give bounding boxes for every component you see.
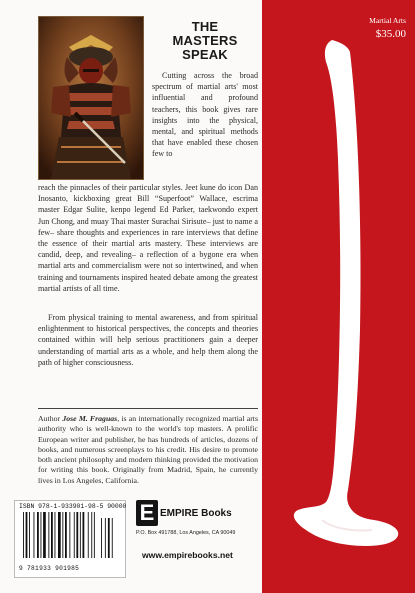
- publisher-logo-letter: E: [136, 500, 158, 526]
- barcode-bar: [91, 512, 92, 558]
- barcode-bar: [51, 512, 53, 558]
- barcode-addon: 90000: [107, 503, 127, 510]
- barcode-bar: [55, 512, 56, 558]
- price-label: $35.00: [375, 28, 406, 40]
- barcode-bar: [88, 512, 89, 558]
- intro-paragraph-continued: reach the pinnacles of their particular styles. Jeet kune do icon Dan Inosanto, kickboxing great Bill “Superfoot” Wallace, escrima master Edgar Sulite, kenpo legend Ed Parker, taekwondo expert Jun Chong, and muay Thai master Surachai Sirisute– just to name a few– share thoughts and experiences in rare interviews that define the essence of their martial arts mastery. These interviews are candid, deep, and revealing– a reflection of a bygone era when martial arts and commercialism were not so intertwined, and when training and tournaments inspired heated debate among the greatest martial artists of all time.: [38, 183, 258, 293]
- title-line: THE: [191, 19, 219, 34]
- barcode-bar: [80, 512, 81, 558]
- book-title: [150, 20, 260, 62]
- barcode-bar: [23, 512, 24, 558]
- barcode-bars: [21, 512, 119, 562]
- publisher-address: P.O. Box 491788, Los Angeles, CA 90049: [136, 530, 236, 536]
- barcode-bar: [43, 512, 46, 558]
- barcode-addon-bar: [112, 518, 113, 558]
- category-label: Martial Arts: [369, 16, 406, 25]
- brush-stroke-icon: [262, 0, 415, 593]
- isbn-label: [19, 503, 127, 510]
- barcode-bar: [83, 512, 85, 558]
- barcode-addon-bar: [101, 518, 102, 558]
- barcode-addon-bar: [108, 518, 110, 558]
- red-panel: [262, 0, 415, 593]
- ean-number: 9 781933 901985: [19, 565, 80, 572]
- divider: [38, 408, 258, 409]
- samurai-photo: [38, 16, 144, 180]
- author-name: Jose M. Fraguas: [62, 414, 118, 423]
- author-bio-text: , is an internationally recognized martial arts authority who is well-known to the world's top masters. A prolific European writer and publisher, he has hundreds of articles, dozens of books, and numerous screenplays to his credit. His desire to promote both ancient philosophy and modern thinking provided the motivation for writing this book. Originally from Madrid, Spain, he currently lives in Los Angeles, California.: [38, 414, 259, 485]
- author-prefix: Author: [38, 414, 63, 423]
- publisher-url: www.empirebooks.net: [142, 550, 233, 560]
- publisher-name: EMPIRE Books: [160, 508, 232, 519]
- samurai-armor-image: [39, 17, 143, 179]
- second-paragraph: From physical training to mental awareness, and from spiritual enlightenment to historical perspectives, the concepts and theories contained within will help serious practitioners gain a deeper understanding of martial arts as a whole, and help them along the path of higher consciousness.: [38, 313, 258, 367]
- barcode-bar: [58, 512, 61, 558]
- barcode-bar: [62, 512, 63, 558]
- barcode-addon-bar: [105, 518, 106, 558]
- isbn-number: ISBN 978-1-933901-98-5: [19, 503, 104, 510]
- barcode-bar: [69, 512, 70, 558]
- barcode-bar: [26, 512, 28, 558]
- barcode-bar: [94, 512, 95, 558]
- barcode-bar: [41, 512, 42, 558]
- barcode-bar: [34, 512, 35, 558]
- publisher-block: [132, 500, 258, 570]
- title-line: SPEAK: [182, 47, 228, 62]
- author-bio: [38, 414, 258, 486]
- intro-paragraph-start: Cutting across the broad spectrum of martial arts' most influential and profound teachers, this book gives rare insights into the physical, mental, and spiritual methods that have enabled these chosen few to: [152, 71, 258, 159]
- title-line: MASTERS: [172, 33, 238, 48]
- publisher-logo: [132, 500, 258, 528]
- barcode-bar: [74, 512, 75, 558]
- barcode: [14, 500, 126, 578]
- barcode-bar: [65, 512, 67, 558]
- barcode-bar: [48, 512, 49, 558]
- barcode-bar: [37, 512, 39, 558]
- barcode-bar: [29, 512, 30, 558]
- barcode-bar: [76, 512, 78, 558]
